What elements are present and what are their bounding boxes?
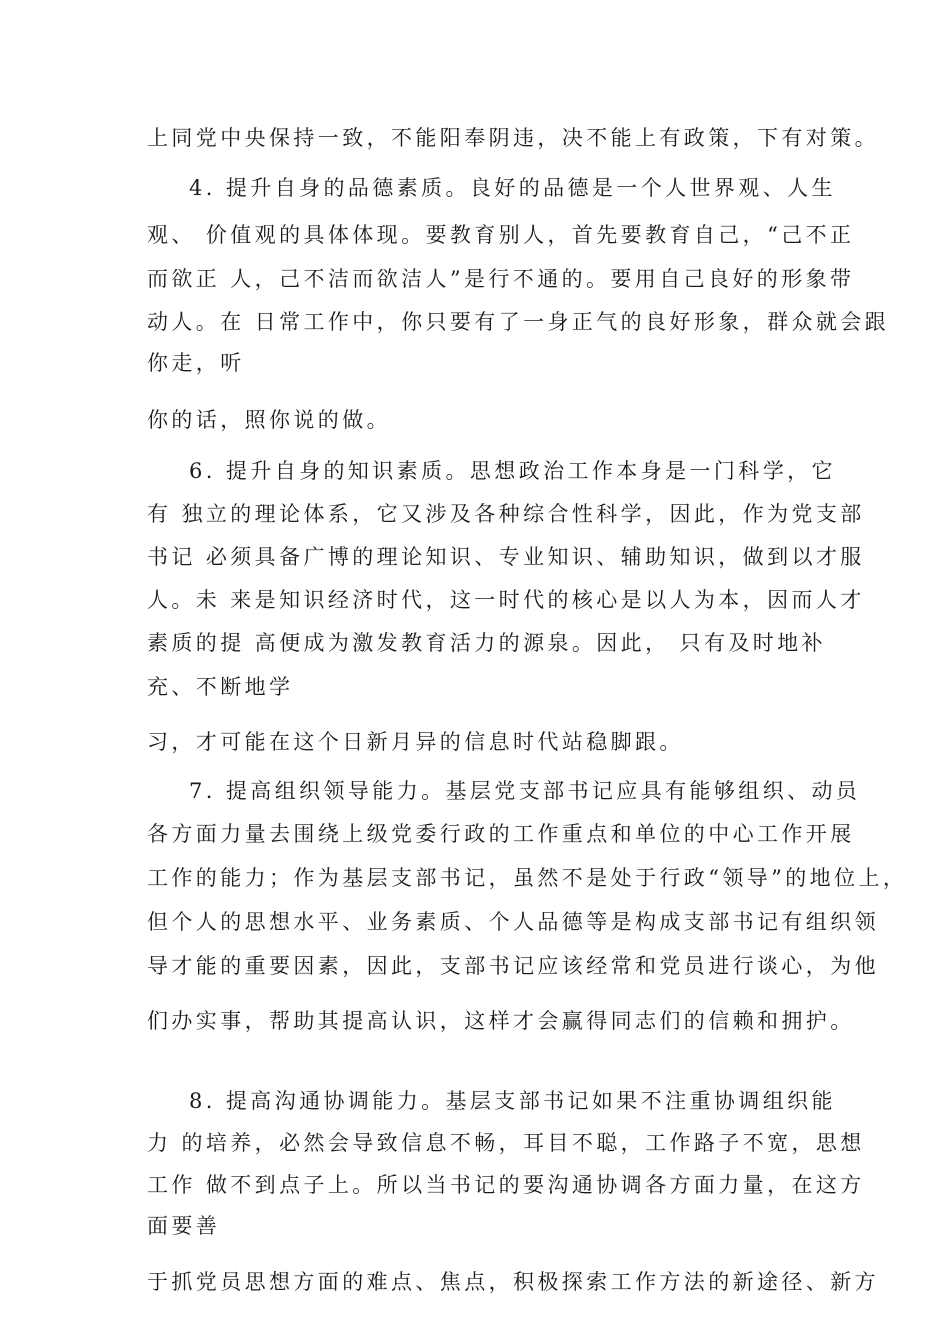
paragraph-6-heading-line: 6. 提升自身的知识素质。思想政治工作本身是一门科学，它 <box>189 459 836 483</box>
text-line: 工作 做不到点子上。所以当书记的要沟通协调各方面力量，在这方 <box>147 1173 865 1197</box>
text-line: 而欲正 人，己不洁而欲洁人”是行不通的。要用自己良好的形象带 <box>147 267 855 291</box>
text-line: 各方面力量去围绕上级党委行政的工作重点和单位的中心工作开展 <box>147 822 855 846</box>
text-line: 力 的培养，必然会导致信息不畅，耳目不聪，工作路子不宽，思想 <box>147 1131 865 1155</box>
text-line: 面要善 <box>147 1214 221 1238</box>
text-line: 导才能的重要因素，因此，支部书记应该经常和党员进行谈心，为他 <box>147 954 879 978</box>
text-line: 观、 价值观的具体体现。要教育别人，首先要教育自己，“己不正 <box>147 223 855 247</box>
text-line: 充、不断地学 <box>147 675 294 699</box>
paragraph-4-heading-line: 4. 提升自身的品德素质。良好的品德是一个人世界观、人生 <box>189 176 836 200</box>
paragraph-7-heading-line: 7. 提高组织领导能力。基层党支部书记应具有能够组织、动员 <box>189 779 861 803</box>
text-line: 你走，听 <box>147 351 245 375</box>
text-line: 习，才可能在这个日新月异的信息时代站稳脚跟。 <box>147 730 684 754</box>
text-line: 你的话，照你说的做。 <box>147 408 391 432</box>
text-line: 于抓党员思想方面的难点、焦点，积极探索工作方法的新途径、新方 <box>147 1270 879 1294</box>
text-line: 工作的能力；作为基层支部书记，虽然不是处于行政“领导”的地位上， <box>147 866 908 890</box>
text-line: 素质的提 高便成为激发教育活力的源泉。因此， 只有及时地补 <box>147 631 826 655</box>
text-line: 动人。在 日常工作中，你只要有了一身正气的良好形象，群众就会跟 <box>147 310 890 334</box>
paragraph-8-heading-line: 8. 提高沟通协调能力。基层支部书记如果不注重协调组织能 <box>189 1089 836 1113</box>
text-line: 有 独立的理论体系，它又涉及各种综合性科学，因此，作为党支部 <box>147 502 865 526</box>
text-line: 书记 必须具备广博的理论知识、专业知识、辅助知识，做到以才服 <box>147 545 865 569</box>
text-line: 上同党中央保持一致，不能阳奉阴违，决不能上有政策，下有对策。 <box>147 126 879 150</box>
text-line: 但个人的思想水平、业务素质、个人品德等是构成支部书记有组织领 <box>147 910 879 934</box>
text-line: 们办实事，帮助其提高认识，这样才会赢得同志们的信赖和拥护。 <box>147 1009 855 1033</box>
text-line: 人。未 来是知识经济时代，这一时代的核心是以人为本，因而人才 <box>147 588 865 612</box>
